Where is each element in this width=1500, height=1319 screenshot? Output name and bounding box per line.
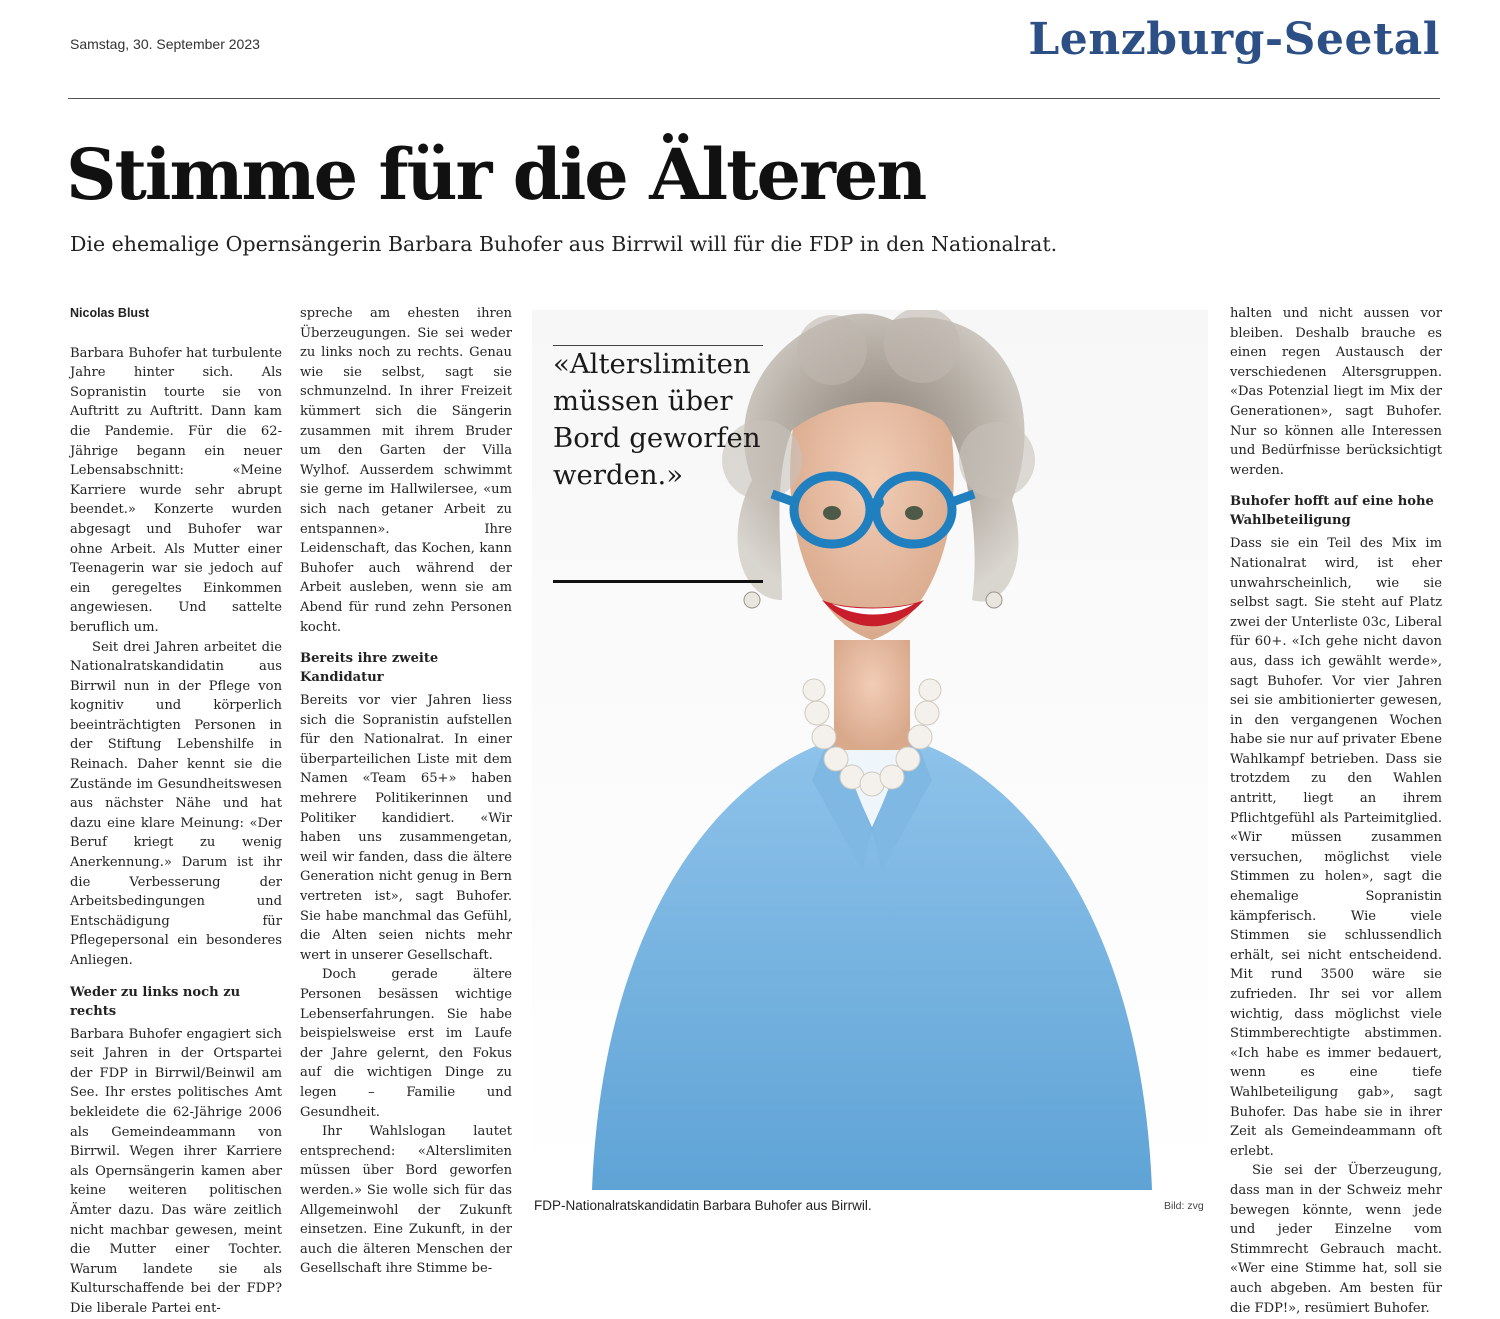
article-column-2: [300, 304, 512, 1279]
paragraph: Dass sie ein Teil des Mix im Nationalrat wird, ist eher unwahrscheinlich, wie sie selbst sagt. Sie steht auf Platz zwei der Unterliste 03c, Liberal für 60+. «Ich gehe nicht davon aus, dass ich gewählt werde», sagt Buhofer. Vor vier Jahren sei sie ambitionierter gewesen, in den vergangenen Wochen habe sie nur auf privater Ebene Wahlkampf betrieben. Dass sie trotzdem zu den Wahlen antritt, liegt an ihrem Pflichtgefühl als Parteimitglied. «Wir müssen zusammen versuchen, möglichst viele Stimmen zu holen», sagt die ehemalige Sopranistin kämpferisch. Wie viele Stimmen sie schlussendlich erhält, sei nicht entscheidend. Mit rund 3500 wäre sie zufrieden. Ihr sei vor allem wichtig, dass möglichst viele Stimmberechtigte abstimmen. «Ich habe es immer bedauert, wenn es eine tiefe Wahlbeteiligung gab», sagt Buhofer. Das habe sie in ihrer Zeit als Gemeindeammann oft erlebt.: [1230, 536, 1442, 1159]
author-byline: Nicolas Blust: [70, 306, 150, 320]
article-column-4: [1230, 304, 1442, 1318]
article-column-1: [70, 304, 282, 1319]
pullquote: «Alterslimiten müssen über Bord geworfen werden.»: [553, 348, 761, 491]
paragraph: Barbara Buhofer hat turbulente Jahre hinter sich. Als Sopranistin tourte sie von Auftritt zu Auftritt. Dann kam die Pandemie. Für die 62-Jährige begann ein neuer Lebensabschnitt: «Meine Karriere wurde sehr abrupt beendet.» Konzerte wurden abgesagt und Buhofer war ohne Arbeit. Als Mutter einer Teenagerin war sie jedoch auf ein geregeltes Einkommen angewiesen. Und sattelte beruflich um.: [70, 345, 282, 635]
subheading: Buhofer hofft auf eine hohe Wahlbeteiligung: [1230, 494, 1434, 529]
paragraph: Doch gerade ältere Personen besässen wichtige Lebenserfahrungen. Sie habe beispielsweise erst im Laufe der Jahre gelernt, den Fokus auf die wichtigen Dinge zu legen – Familie und Gesundheit.: [300, 967, 512, 1120]
pullquote-bottom-rule: [553, 580, 763, 583]
paragraph: Bereits vor vier Jahren liess sich die Sopranistin aufstellen für den Nationalrat. In einer überparteilichen Liste mit dem Namen «Team 65+» haben mehrere Politikerinnen und Politiker kandidiert. «Wir haben uns zusammengetan, weil wir fanden, dass die ältere Generation nicht genug in Bern vertreten ist», sagt Buhofer. Sie habe manchmal das Gefühl, die Alten seien nichts mehr wert in unserer Gesellschaft.: [300, 693, 512, 963]
photo-credit: Bild: zvg: [1164, 1200, 1204, 1212]
header-rule: [68, 98, 1440, 99]
photo-caption: FDP-Nationalratskandidatin Barbara Buhofer aus Birrwil.: [534, 1198, 872, 1213]
paragraph: Sie sei der Überzeugung, dass man in der Schweiz mehr bewegen könnte, wenn jede und jeder Einzelne vom Stimmrecht Gebrauch macht. «Wer eine Stimme hat, soll sie auch abgeben. Am besten für die FDP!», resümiert Buhofer.: [1230, 1163, 1442, 1316]
paragraph: Seit drei Jahren arbeitet die Nationalratskandidatin aus Birrwil nun in der Pflege von kognitiv und körperlich beeinträchtigten Personen in der Stiftung Lebenshilfe in Reinach. Daher kennt sie die Zustände im Gesundheitswesen aus nächster Nähe und hat dazu eine klare Meinung: «Der Beruf kriegt zu wenig Anerkennung.» Darum ist ihr die Verbesserung der Arbeitsbedingungen und Entschädigung für Pflegepersonal ein besonderes Anliegen.: [70, 639, 282, 968]
paragraph: halten und nicht aussen vor bleiben. Deshalb brauche es einen regen Austausch der verschiedenen Altersgruppen. «Das Potenzial liegt im Mix der Generationen», sagt Buhofer. Nur so können alle Interessen und Bedürfnisse berücksichtigt werden.: [1230, 306, 1442, 478]
paragraph: spreche am ehesten ihren Überzeugungen. Sie sei weder zu links noch zu rechts. Genau wie sie selbst, sagt sie schmunzelnd. In ihrer Freizeit kümmert sich die Sängerin zusammen mit ihrem Bruder um den Garten der Villa Wylhof. Ausserdem schwimmt sie gerne im Hallwilersee, «um sich nach getaner Arbeit zu entspannen». Ihre Leidenschaft, das Kochen, kann Buhofer auch während der Arbeit ausleben, wenn sie am Abend für rund zehn Personen kocht.: [300, 306, 512, 635]
lead-text: Die ehemalige Opernsängerin Barbara Buhofer aus Birrwil will für die FDP in den Nationalrat.: [70, 232, 1058, 256]
subheading: Weder zu links noch zu rechts: [70, 984, 241, 1019]
headline: Stimme für die Älteren: [66, 133, 926, 216]
subheading: Bereits ihre zweite Kandidatur: [300, 651, 439, 686]
section-title: Lenzburg-Seetal: [1028, 14, 1440, 65]
paragraph: Barbara Buhofer engagiert sich seit Jahren in der Ortspartei der FDP in Birrwil/Beinwil am See. Ihr erstes politisches Amt bekleidete die 62-Jährige 2006 als Gemeindeammann von Birrwil. Wegen ihrer Karriere als Opernsängerin kamen aber keine weiteren politischen Ämter dazu. Das wäre zeitlich nicht machbar gewesen, meint die Mutter einer Tochter. Warum landete sie als Kulturschaffende bei der FDP? Die liberale Partei ent-: [70, 1026, 282, 1316]
date-line: Samstag, 30. September 2023: [70, 36, 260, 52]
paragraph: Ihr Wahlslogan lautet entsprechend: «Alterslimiten müssen über Bord geworfen werden.» Sie wolle sich für das Allgemeinwohl der Zukunft einsetzen. Eine Zukunft, in der auch die älteren Menschen der Gesellschaft ihre Stimme be-: [300, 1124, 512, 1277]
